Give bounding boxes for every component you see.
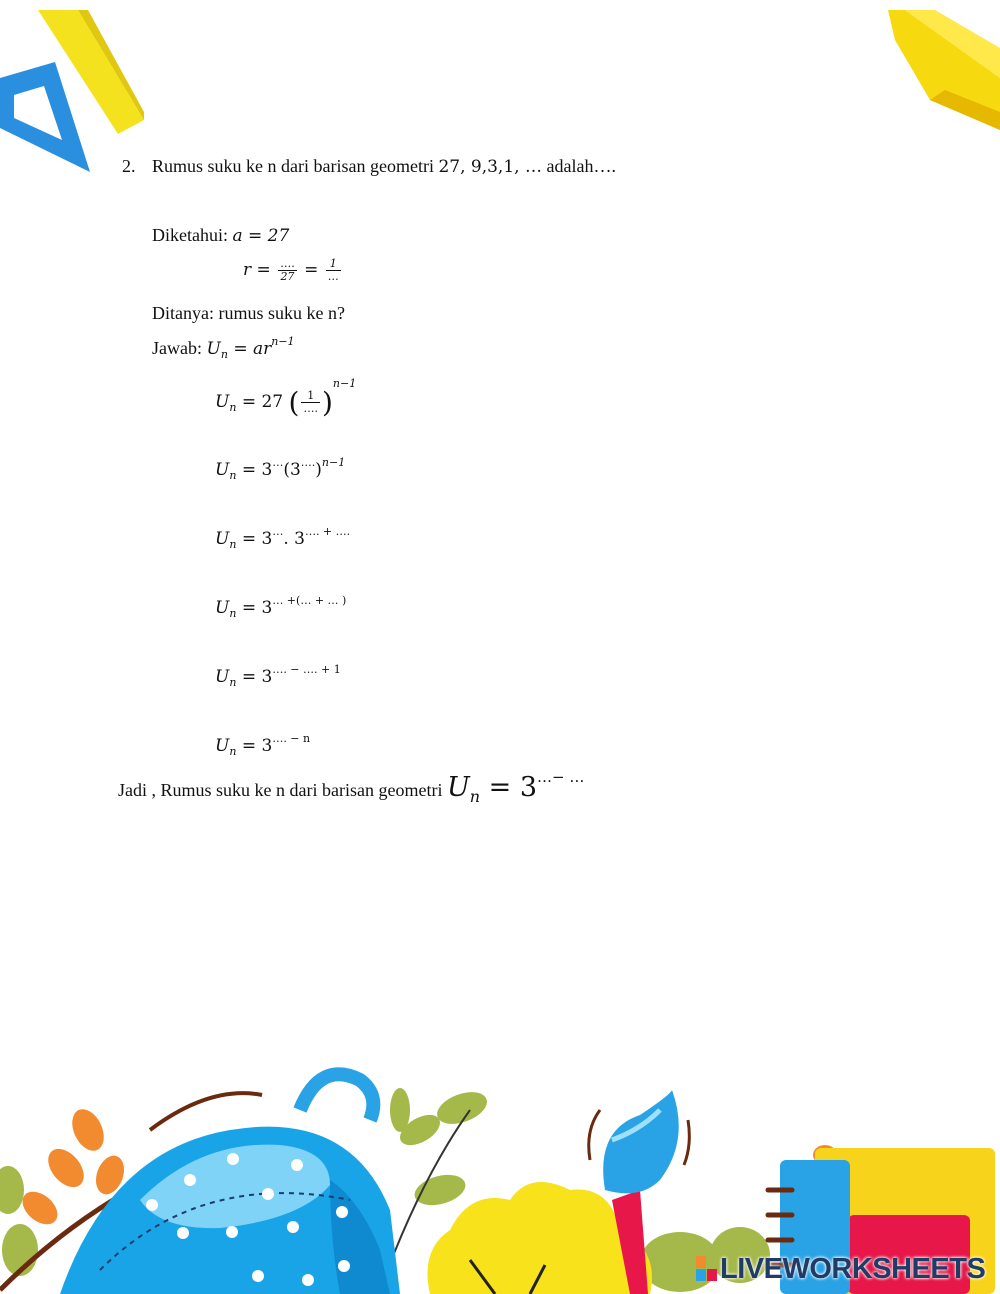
r-fraction-2: $\frac{1}{\dots}$ xyxy=(327,257,339,283)
step-4: $U_n = 3^{\dots +(\dots + \dots )}$ xyxy=(215,594,347,620)
conclusion-line xyxy=(118,768,585,806)
step-1: $U_n = 27$ ( $\frac{1}{\dots.}$ )$^{n-1}$ xyxy=(215,377,357,419)
r-lhs: r = xyxy=(243,260,271,280)
step-2: $U_n = 3^\dots(3^{\dots.})^{n-1}$ xyxy=(215,456,346,482)
set-square-icon xyxy=(0,62,90,172)
step-6: $U_n = 3^{\dots. - n}$ xyxy=(215,732,311,758)
known-a-expression: a = 27 xyxy=(232,226,290,246)
answer-formula: $U_n = ar^{n-1}$ xyxy=(206,335,295,361)
conclusion-formula: $U_n = 3^{\dots- \dots}$ xyxy=(446,768,585,806)
logo-mark-icon xyxy=(696,1256,718,1282)
step-5: $U_n = 3^{\dots. - \dots. + 1}$ xyxy=(215,663,341,689)
question-text: Rumus suku ke n dari barisan geometri xyxy=(152,156,434,176)
known-line xyxy=(152,225,289,246)
known-label: Diketahui: xyxy=(152,225,228,245)
liveworksheets-logo xyxy=(696,1252,985,1286)
conclusion-text: Jadi , Rumus suku ke n dari barisan geometri xyxy=(118,780,443,800)
answer-label: Jawab: xyxy=(152,338,202,358)
known-r-expression: r = $\frac{\dots.}{27}$ = $\frac{1}{\dots}$ xyxy=(243,257,339,283)
question-number: 2. xyxy=(122,156,136,176)
asked-line: Ditanya: rumus suku ke n? xyxy=(152,303,345,323)
logo-text: LIVEWORKSHEETS xyxy=(720,1252,986,1285)
question-line xyxy=(152,156,616,177)
answer-line xyxy=(152,335,295,361)
question-ending: adalah…. xyxy=(546,156,616,176)
step-3: $U_n = 3^\dots$. 3…. + …. xyxy=(215,525,351,551)
question-sequence: 27, 9,3,1, … xyxy=(438,157,542,177)
r-fraction-1: $\frac{\dots.}{27}$ xyxy=(280,257,295,283)
highlighter-icon xyxy=(888,10,1000,130)
